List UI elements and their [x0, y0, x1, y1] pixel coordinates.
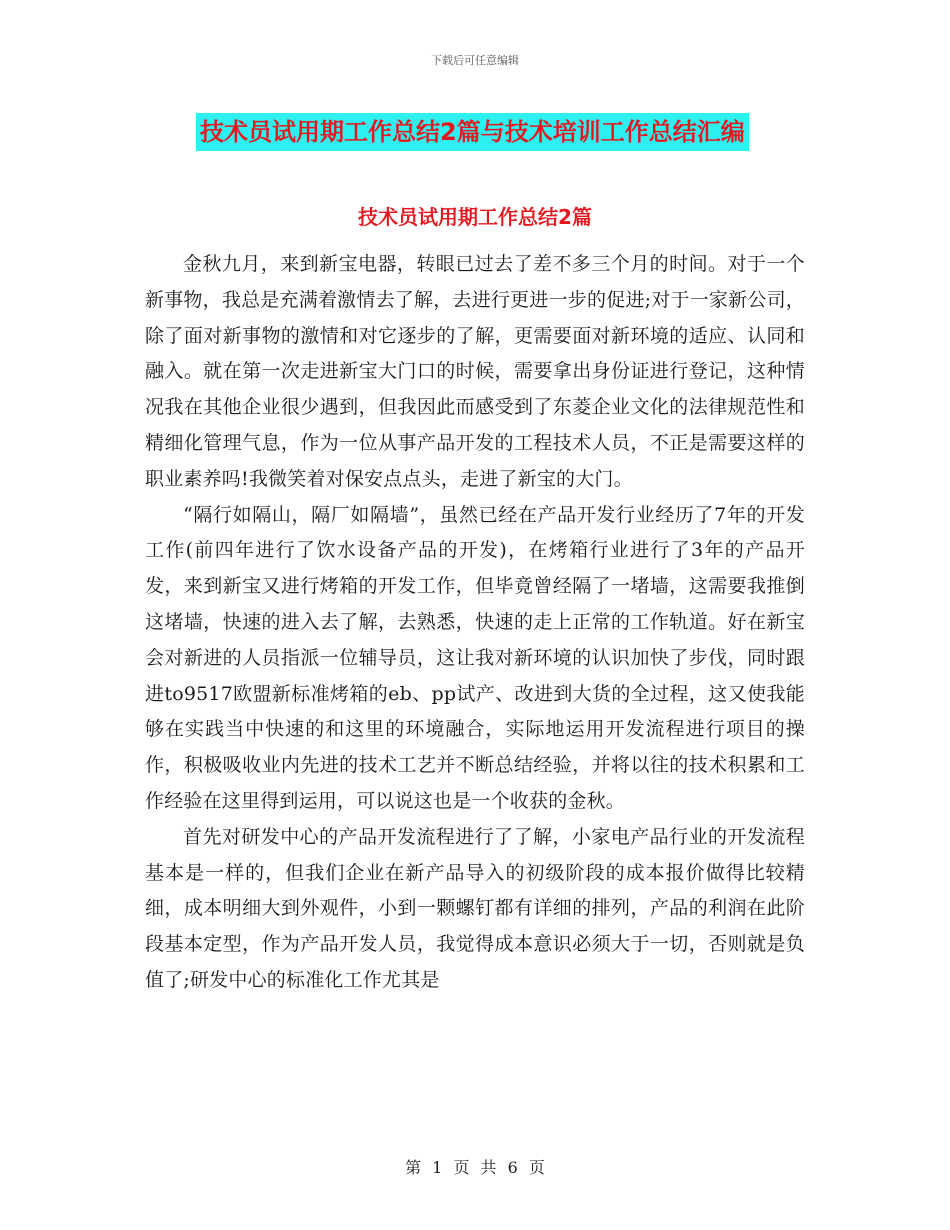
- document-body: [145, 247, 805, 999]
- section-title: 技术员试用期工作总结2篇: [358, 205, 592, 229]
- document-title: 技术员试用期工作总结2篇与技术培训工作总结汇编: [196, 113, 749, 151]
- header-note: 下载后可任意编辑: [431, 54, 519, 67]
- page-footer: 第 1 页 共 6 页: [405, 1158, 545, 1177]
- paragraph-3: 首先对研发中心的产品开发流程进行了了解，小家电产品行业的开发流程基本是一样的，但我们企业在新产品导入的初级阶段的成本报价做得比较精细，成本明细大到外观件，小到一颗螺钉都有详细的排列，产品的利润在此阶段基本定型，作为产品开发人员，我觉得成本意识必须大于一切，否则就是负值了;研发中心的标准化工作尤其是: [145, 825, 805, 991]
- paragraph-1: 金秋九月，来到新宝电器，转眼已过去了差不多三个月的时间。对于一个新事物，我总是充满着激情去了解，去进行更进一步的促进;对于一家新公司，除了面对新事物的激情和对它逐步的了解，更需要面对新环境的适应、认同和融入。就在第一次走进新宝大门口的时候，需要拿出身份证进行登记，这种情况我在其他企业很少遇到，但我因此而感受到了东菱企业文化的法律规范性和精细化管理气息，作为一位从事产品开发的工程技术人员，不正是需要这样的职业素养吗!我微笑着对保安点点头，走进了新宝的大门。: [145, 253, 805, 490]
- paragraph-2: “隔行如隔山，隔厂如隔墙”，虽然已经在产品开发行业经历了7年的开发工作(前四年进行了饮水设备产品的开发)，在烤箱行业进行了3年的产品开发，来到新宝又进行烤箱的开发工作，但毕竟曾经隔了一堵墙，这需要我推倒这堵墙，快速的进入去了解，去熟悉，快速的走上正常的工作轨道。好在新宝会对新进的人员指派一位辅导员，这让我对新环境的认识加快了步伐，同时跟进to9517欧盟新标准烤箱的eb、pp试产、改进到大货的全过程，这又使我能够在实践当中快速的和这里的环境融合，实际地运用开发流程进行项目的操作，积极吸收业内先进的技术工艺并不断总结经验，并将以往的技术积累和工作经验在这里得到运用，可以说这也是一个收获的金秋。: [145, 503, 805, 812]
